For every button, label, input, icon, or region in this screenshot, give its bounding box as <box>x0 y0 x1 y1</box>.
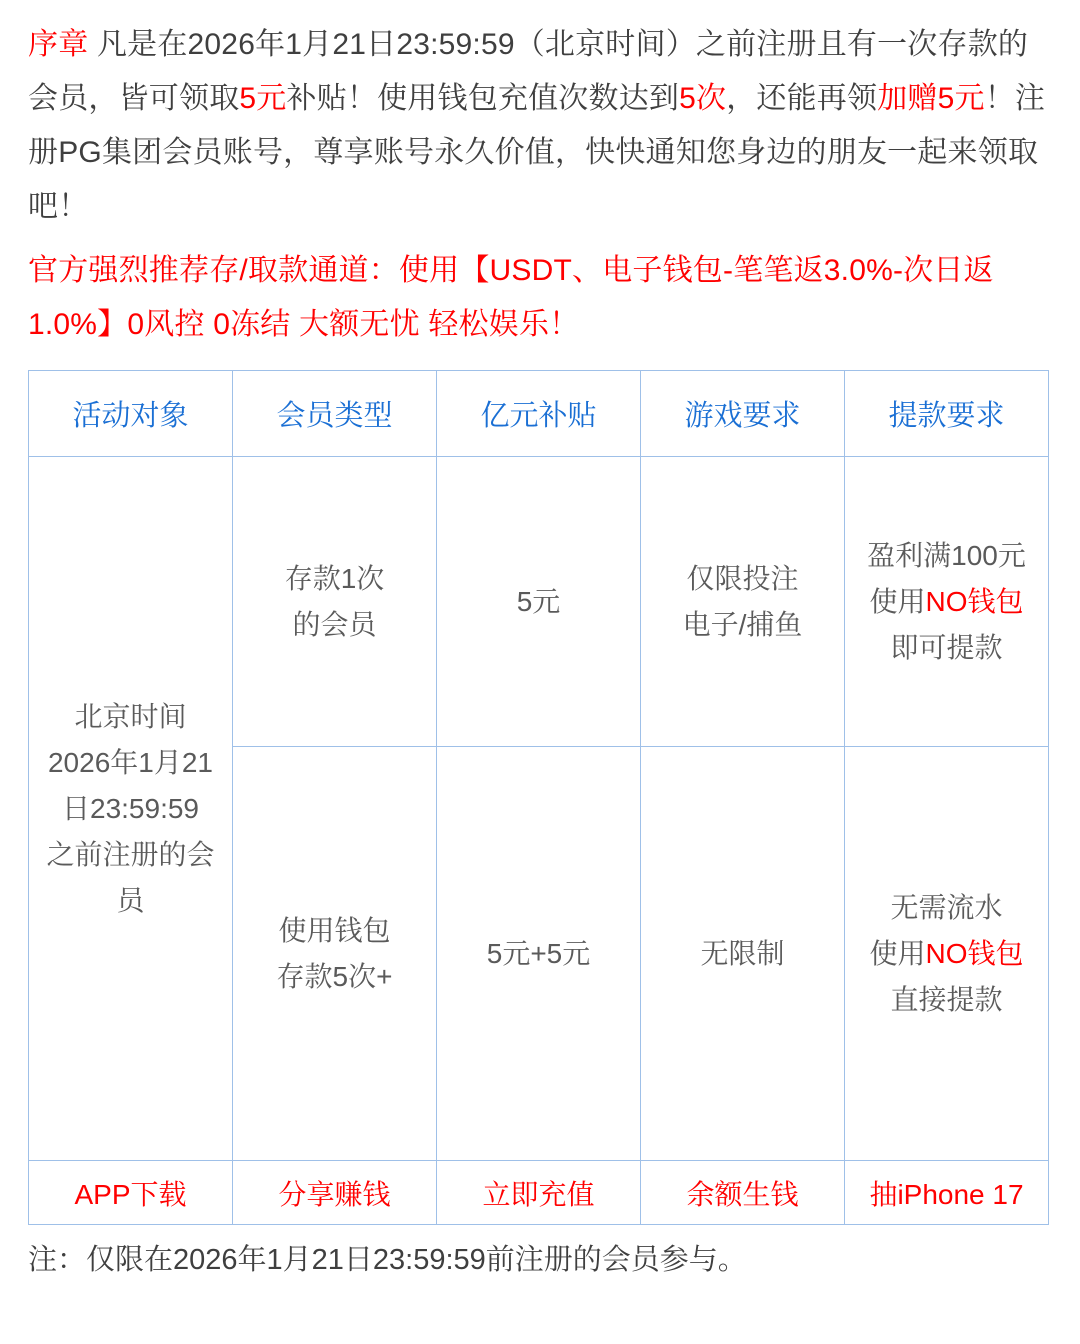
cell-withdraw-requirement-row1 <box>845 457 1049 747</box>
header-withdraw-requirement: 提款要求 <box>845 371 1049 457</box>
cell-subsidy-row2: 5元+5元 <box>437 747 641 1161</box>
cell-game-requirement-row1 <box>641 457 845 747</box>
intro-amount-1: 5元 <box>239 82 287 115</box>
link-share-earn[interactable]: 分享赚钱 <box>233 1161 437 1225</box>
member-type-row2-line-1: 使用钱包 <box>278 914 391 946</box>
intro-amount-3: 加赠5元 <box>877 82 985 115</box>
withdraw-row1-line-2 <box>851 579 1042 625</box>
cell-withdraw-requirement-row2 <box>845 747 1049 1161</box>
withdraw-row2-line-2-red: NO钱包 <box>925 937 1024 969</box>
footnote: 注：仅限在2026年1月21日23:59:59前注册的会员参与。 <box>28 1244 747 1276</box>
withdraw-row2-line-2-plain: 使用 <box>869 937 926 969</box>
table-row <box>29 457 1049 747</box>
link-app-download[interactable]: APP下载 <box>29 1161 233 1225</box>
member-type-row1-line-1: 存款1次 <box>284 562 385 594</box>
game-req-row1-line-2: 电子/捕鱼 <box>682 608 803 640</box>
withdraw-row2-line-1: 无需流水 <box>890 891 1003 923</box>
cell-member-type-row2 <box>233 747 437 1161</box>
withdraw-row1-line-3: 即可提款 <box>890 631 1003 663</box>
table-footer-row <box>29 1161 1049 1225</box>
withdraw-row1-line-2-red: NO钱包 <box>925 585 1024 617</box>
withdraw-row2-line-2 <box>851 931 1042 977</box>
intro-text-1: 凡是在2026年1月21日23:59:59（北京时间）之前注册且有一次存款的会员，皆可领取 <box>28 28 1029 115</box>
cell-member-type-row1 <box>233 457 437 747</box>
intro-text-3: ，还能再领 <box>726 82 878 115</box>
member-type-row2-line-2: 存款5次+ <box>276 960 393 992</box>
table-header-row <box>29 371 1049 457</box>
activity-table <box>28 370 1049 1225</box>
withdraw-row1-line-2-plain: 使用 <box>869 585 926 617</box>
withdraw-row1-line-1: 盈利满100元 <box>867 539 1026 571</box>
cell-game-requirement-row2: 无限制 <box>641 747 845 1161</box>
header-activity-target: 活动对象 <box>29 371 233 457</box>
intro-text-2: 补贴！使用钱包充值次数达到 <box>286 82 680 115</box>
header-member-type: 会员类型 <box>233 371 437 457</box>
target-line-2: 2026年1月21 <box>47 746 213 778</box>
header-subsidy: 亿元补贴 <box>437 371 641 457</box>
header-game-requirement: 游戏要求 <box>641 371 845 457</box>
cell-activity-target <box>29 457 233 1161</box>
target-line-5: 员 <box>116 884 145 916</box>
link-deposit-now[interactable]: 立即充值 <box>437 1161 641 1225</box>
withdraw-row2-line-3: 直接提款 <box>890 983 1003 1015</box>
target-line-4: 之前注册的会 <box>46 838 215 870</box>
intro-label: 序章 <box>28 28 89 61</box>
game-req-row1-line-1: 仅限投注 <box>686 562 799 594</box>
intro-amount-2: 5次 <box>679 82 727 115</box>
link-iphone-lottery[interactable]: 抽iPhone 17 <box>845 1161 1049 1225</box>
member-type-row1-line-2: 的会员 <box>292 608 377 640</box>
promo-paragraph: 官方强烈推荐存/取款通道：使用【USDT、电子钱包-笔笔返3.0%-次日返1.0%】0风控 0冻结 大额无忧 轻松娱乐！ <box>28 254 994 341</box>
target-line-1: 北京时间 <box>74 700 187 732</box>
link-balance-earn[interactable]: 余额生钱 <box>641 1161 845 1225</box>
cell-subsidy-row1: 5元 <box>437 457 641 747</box>
intro-text-4: ！注册PG集团会员账号，尊享账号永久价值，快快通知您身边的朋友一起来领取吧！ <box>28 82 1046 223</box>
target-line-3: 日23:59:59 <box>62 792 199 824</box>
intro-paragraph <box>28 18 1052 234</box>
